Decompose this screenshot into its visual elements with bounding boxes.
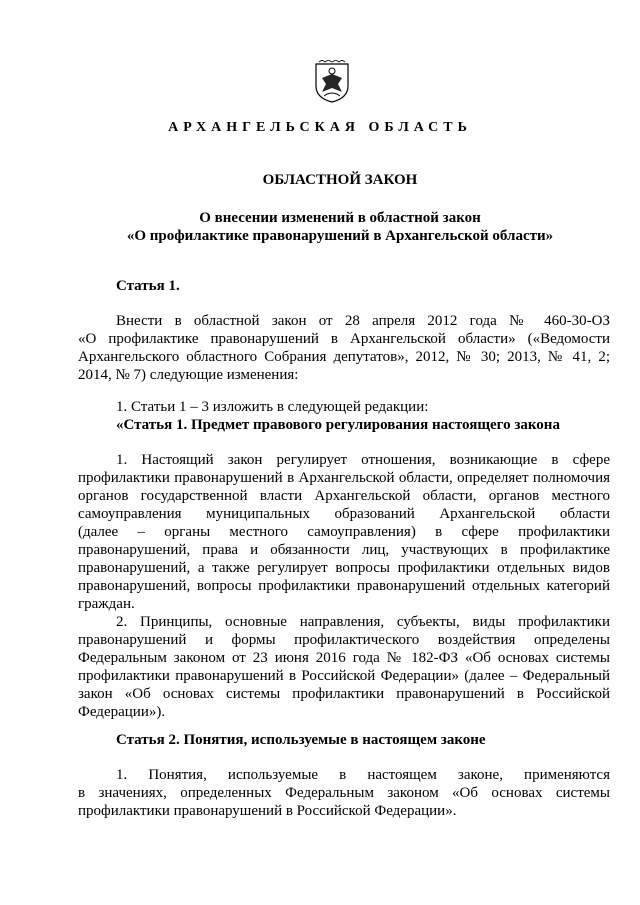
text-line: правонарушений и формы профилактического воздействия определены	[78, 632, 610, 648]
text-line: 2. Принципы, основные направления, субъекты, виды профилактики	[116, 614, 610, 630]
text-line: закон «Об основах системы профилактики правонарушений в Российской	[78, 686, 610, 702]
text-line: в значениях, определенных Федеральным законом «Об основах системы	[78, 785, 610, 801]
article-1-item-1: 1. Статьи 1 – 3 изложить в следующей редакции:	[116, 399, 429, 415]
coat-of-arms-icon	[314, 60, 350, 104]
article-1-heading: Статья 1.	[116, 278, 180, 294]
document-type: ОБЛАСТНОЙ ЗАКОН	[262, 172, 418, 188]
text-line: профилактики правонарушений в Российской Федерации» (далее – Федеральный	[78, 668, 610, 684]
text-line: (далее – органы местного самоуправления) в сфере профилактики	[78, 524, 610, 540]
text-line: 2014, № 7) следующие изменения:	[78, 367, 299, 383]
text-line: Федеральным законом от 23 июня 2016 года № 182-ФЗ «Об основах системы	[78, 650, 610, 666]
article-1-paragraph-2	[78, 613, 610, 721]
article-2-heading: Статья 2. Понятия, используемые в настоящем законе	[116, 732, 486, 748]
text-line: правонарушений, а также регулирует вопросы профилактики отдельных видов	[78, 560, 610, 576]
text-line: профилактики правонарушений в Российской Федерации».	[78, 803, 457, 819]
text-line: Внести в областной закон от 28 апреля 2012 года № 460-30-ОЗ	[116, 313, 610, 329]
text-line: правонарушений, вопросы профилактики правонарушений отдельных категорий	[78, 578, 610, 594]
text-line: профилактики правонарушений в Архангельской области, определяет полномочия	[78, 470, 610, 486]
article-1-paragraph-1	[78, 451, 610, 613]
region-title: АРХАНГЕЛЬСКАЯ ОБЛАСТЬ	[168, 120, 472, 135]
text-line: органов государственной власти Архангельской области, органов местного	[78, 488, 610, 504]
text-line: правонарушений, права и обязанности лиц, участвующих в профилактике	[78, 542, 610, 558]
text-line: Архангельского областного Собрания депутатов», 2012, № 30; 2013, № 41, 2;	[78, 349, 610, 365]
document-title-line-1: О внесении изменений в областной закон	[199, 210, 481, 226]
text-line: граждан.	[78, 596, 135, 612]
text-line: 1. Понятия, используемые в настоящем законе, применяются	[116, 767, 610, 783]
article-1-quoted-heading: «Статья 1. Предмет правового регулирования настоящего закона	[116, 417, 560, 433]
text-line: Федерации»).	[78, 704, 166, 720]
text-line: «О профилактике правонарушений в Архангельской области» («Ведомости	[78, 331, 610, 347]
article-2-paragraph-1	[78, 766, 610, 820]
document-title-line-2: «О профилактике правонарушений в Архангельской области»	[126, 228, 554, 244]
article-1-intro	[78, 312, 610, 384]
text-line: самоуправления муниципальных образований Архангельской области	[78, 506, 610, 522]
text-line: 1. Настоящий закон регулирует отношения, возникающие в сфере	[116, 452, 610, 468]
